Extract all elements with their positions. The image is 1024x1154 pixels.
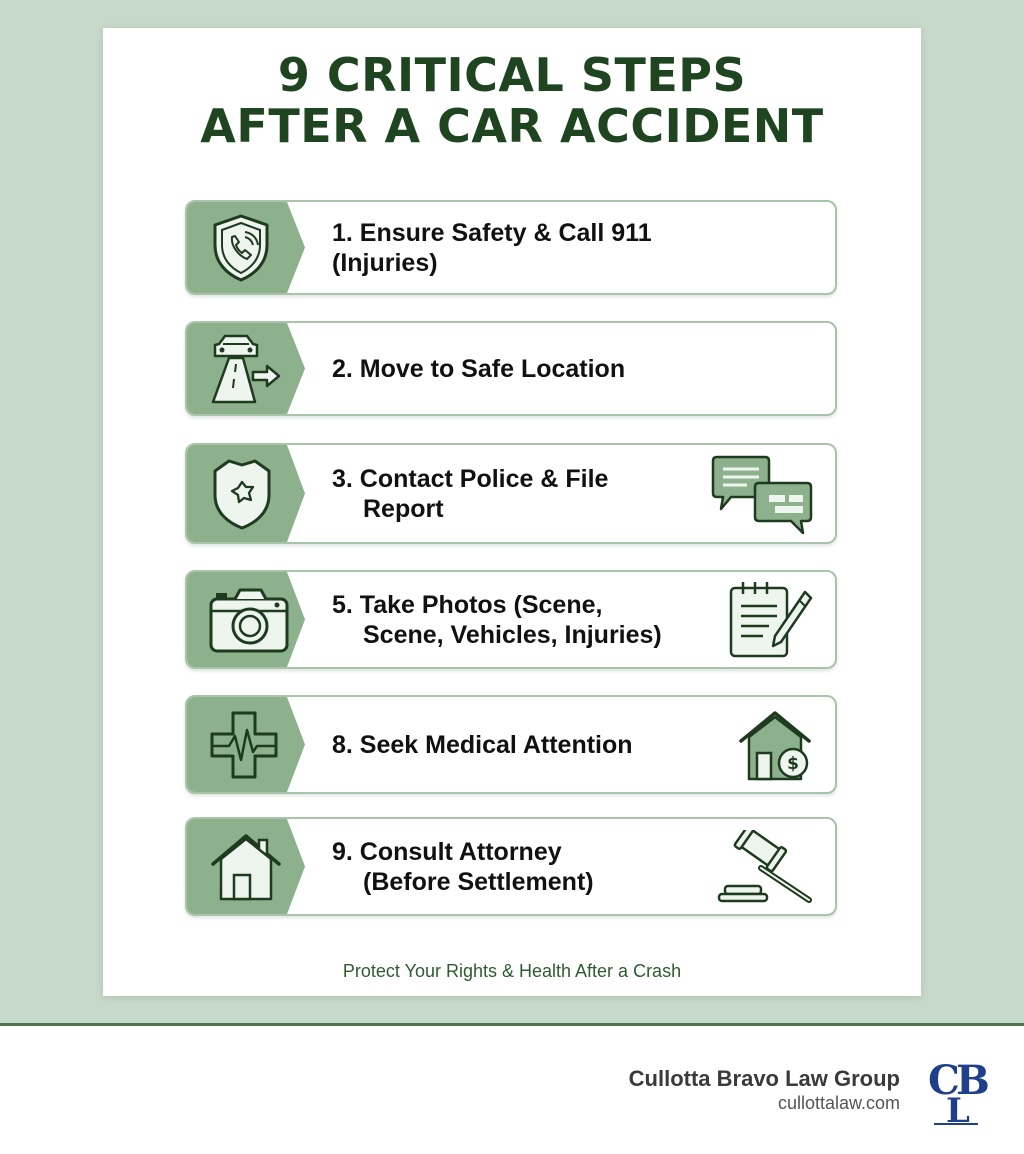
footer (0, 1026, 1024, 1154)
step-5-label (332, 590, 702, 650)
step-1-icon-panel (187, 202, 305, 293)
step-card-8 (185, 695, 837, 794)
step-card-2 (185, 321, 837, 416)
police-badge-icon (209, 457, 275, 531)
step-card-9 (185, 817, 837, 916)
step-8-label (332, 730, 702, 760)
shield-phone-icon (209, 213, 273, 283)
firm-info (629, 1066, 900, 1114)
chat-bubbles-icon (709, 453, 815, 535)
step-9-line-1: 9. Consult Attorney (332, 837, 562, 866)
step-3-line-1: 3. Contact Police & File (332, 464, 609, 493)
step-3-label (332, 464, 702, 524)
car-road-arrow-icon (209, 334, 281, 404)
step-9-line-2: (Before Settlement) (363, 867, 594, 896)
gavel-icon (715, 830, 815, 904)
step-2-icon-panel (187, 323, 305, 414)
medical-cross-icon (209, 710, 279, 780)
firm-website[interactable]: cullottalaw.com (777, 1093, 900, 1113)
step-8-icon-panel (187, 697, 305, 792)
poster-title (103, 50, 921, 152)
step-3-icon-panel (187, 445, 305, 542)
step-9-icon-panel (187, 819, 305, 914)
infographic-poster (103, 28, 921, 996)
firm-logo (928, 1056, 992, 1126)
step-5-icon-panel (187, 572, 305, 667)
svg-text:$: $ (787, 753, 799, 774)
step-card-3 (185, 443, 837, 544)
step-5-line-2: Scene, Vehicles, Injuries) (363, 620, 662, 649)
house-dollar-icon (737, 709, 815, 781)
step-5-line-1: 5. Take Photos (Scene, (332, 590, 603, 619)
step-8-line-1: 8. Seek Medical Attention (332, 730, 633, 759)
step-1-line-1: 1. Ensure Safety & Call 911 (Injuries) (332, 218, 652, 277)
camera-icon (209, 587, 289, 653)
svg-text:C: C (928, 1057, 960, 1104)
firm-name: Cullotta Bravo Law Group (628, 1066, 900, 1091)
step-card-1 (185, 200, 837, 295)
step-3-line-2: Report (363, 494, 444, 523)
svg-text:B: B (956, 1057, 990, 1104)
tagline: Protect Your Rights & Health After a Crash (342, 961, 682, 981)
svg-text:L: L (946, 1091, 970, 1126)
step-2-line-1: 2. Move to Safe Location (332, 354, 626, 383)
step-2-label (332, 354, 702, 384)
house-icon (209, 832, 283, 902)
title-line-2: AFTER A CAR ACCIDENT (200, 99, 824, 153)
step-9-label (332, 837, 702, 897)
notepad-pen-icon (727, 580, 815, 660)
step-1-label (332, 218, 702, 278)
step-card-5 (185, 570, 837, 669)
title-line-1: 9 CRITICAL STEPS (277, 48, 747, 102)
